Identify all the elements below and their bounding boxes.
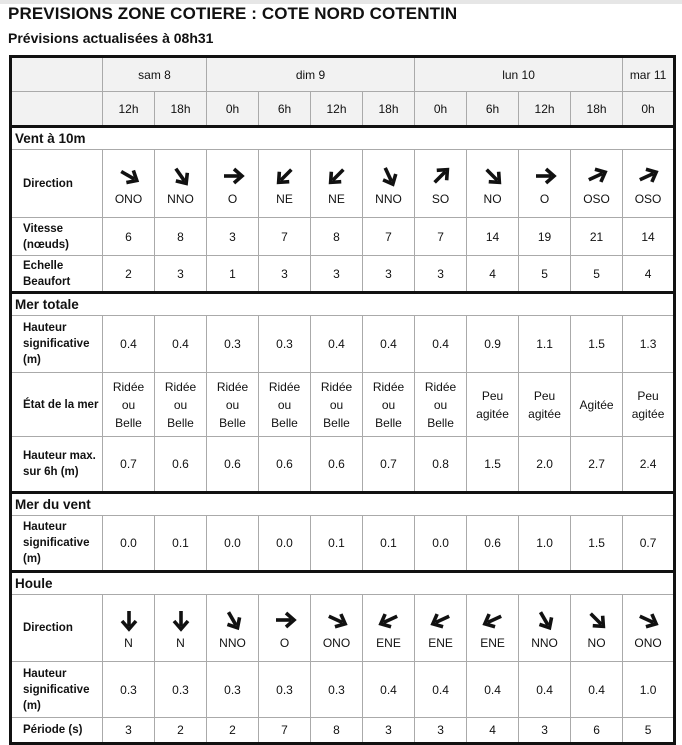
value-cell: 0.4 [103,316,155,373]
hour-header: 18h [571,92,623,127]
direction-code: NO [483,191,502,206]
value-cell: Ridée ou Belle [311,373,363,437]
value-cell: Peu agitée [519,373,571,437]
direction-code: ENE [480,636,505,650]
day-header: lun 10 [415,57,623,92]
day-header-row [11,57,675,92]
section-title: Mer du vent [11,493,675,516]
value-cell: 0.1 [363,516,415,572]
value-cell: 0.3 [103,662,155,718]
value-cell: 0.3 [207,316,259,373]
value-cell: 7 [259,218,311,256]
value-cell: 0.4 [519,662,571,718]
value-cell [571,150,623,218]
direction-code: O [227,191,238,206]
value-cell: 0.0 [103,516,155,572]
value-cell: 7 [415,218,467,256]
direction-code: OSO [583,191,610,206]
value-cell [415,595,467,662]
value-cell: Peu agitée [467,373,519,437]
arrow-down-icon [117,608,141,632]
value-cell: 2.4 [623,437,675,493]
section-title: Vent à 10m [11,127,675,150]
value-cell: 0.0 [259,516,311,572]
arrow-right-icon [273,608,297,632]
hour-header: 6h [259,92,311,127]
value-cell [467,150,519,218]
value-cell: 3 [103,718,155,744]
value-cell: 14 [467,218,519,256]
direction-code: O [279,636,290,650]
value-cell: 0.6 [155,437,207,493]
value-cell: 0.4 [363,316,415,373]
data-row [11,516,675,572]
data-row [11,373,675,437]
value-cell: Peu agitée [623,373,675,437]
value-cell: 6 [571,718,623,744]
arrow-down-left-shallow-icon [429,608,453,632]
value-cell: 4 [623,256,675,293]
arrow-down-left-icon [273,164,297,188]
direction-code: ENE [376,636,401,650]
value-cell: 8 [155,218,207,256]
value-cell: Agitée [571,373,623,437]
value-cell: 0.6 [259,437,311,493]
value-cell: 0.7 [363,437,415,493]
value-cell: 1.5 [571,516,623,572]
hour-header: 12h [103,92,155,127]
row-label: Echelle Beaufort [11,256,103,293]
value-cell: 1.5 [467,437,519,493]
data-row [11,662,675,718]
section-title: Mer totale [11,293,675,316]
arrow-down-left-shallow-icon [481,608,505,632]
section-row [11,293,675,316]
data-row [11,150,675,218]
direction-code: NO [587,636,606,650]
value-cell: 0.8 [415,437,467,493]
direction-code: ENE [428,636,453,650]
value-cell: 1.5 [571,316,623,373]
value-cell: 2 [207,718,259,744]
value-cell [363,150,415,218]
value-cell: 19 [519,218,571,256]
hour-header: 12h [519,92,571,127]
direction-code: NE [276,191,293,206]
value-cell [623,595,675,662]
value-cell: 3 [311,256,363,293]
direction-code: OSO [634,191,662,206]
row-label: Hauteur max. sur 6h (m) [11,437,103,493]
row-label: Hauteur significative (m) [11,316,103,373]
hour-header: 18h [155,92,207,127]
arrow-down-right-icon [481,164,505,188]
value-cell [571,595,623,662]
value-cell [103,595,155,662]
value-cell: 7 [259,718,311,744]
direction-code: NNO [375,191,402,206]
hour-header-row [11,92,675,127]
hour-header: 0h [207,92,259,127]
value-cell: 1.1 [519,316,571,373]
update-time: Prévisions actualisées à 08h31 [8,30,214,46]
value-cell: 1.0 [519,516,571,572]
value-cell: 0.3 [311,662,363,718]
arrow-down-right-shallow-icon [636,608,660,632]
data-row [11,316,675,373]
value-cell: 0.6 [311,437,363,493]
value-cell: Ridée ou Belle [103,373,155,437]
value-cell: 0.3 [207,662,259,718]
value-cell: 0.3 [155,662,207,718]
value-cell: Ridée ou Belle [415,373,467,437]
value-cell: 8 [311,718,363,744]
value-cell: Ridée ou Belle [207,373,259,437]
day-header: mar 11 [623,57,675,92]
value-cell: 0.1 [155,516,207,572]
direction-code: N [176,636,185,650]
value-cell: 2 [103,256,155,293]
day-header: sam 8 [103,57,207,92]
row-label: État de la mer [11,373,103,437]
arrow-up-right-icon [429,164,453,188]
value-cell: 1.3 [623,316,675,373]
direction-code: ONO [634,636,662,650]
value-cell: 3 [363,256,415,293]
value-cell: 1.0 [623,662,675,718]
value-cell: Ridée ou Belle [155,373,207,437]
arrow-down-left-shallow-icon [377,608,401,632]
page-title: PREVISIONS ZONE COTIERE : COTE NORD COTENTIN [8,4,458,23]
value-cell: 0.6 [467,516,519,572]
arrow-down-right-steep-icon [533,608,557,632]
row-label: Vitesse (nœuds) [11,218,103,256]
value-cell: 5 [519,256,571,293]
corner-cell [11,92,103,127]
direction-code: ONO [114,191,143,206]
value-cell: 21 [571,218,623,256]
value-cell: 0.7 [623,516,675,572]
value-cell: 0.4 [363,662,415,718]
row-label: Hauteur significative (m) [11,516,103,572]
value-cell [207,595,259,662]
value-cell [155,150,207,218]
value-cell: 0.4 [311,316,363,373]
arrow-down-right-steep-icon [117,164,141,188]
data-row [11,437,675,493]
arrow-down-right-shallow-icon [325,608,349,632]
data-row [11,718,675,744]
value-cell: 0.0 [207,516,259,572]
section-row [11,493,675,516]
value-cell: 4 [467,256,519,293]
row-label: Direction [11,595,103,662]
value-cell [363,595,415,662]
value-cell: 0.3 [259,662,311,718]
value-cell: 4 [467,718,519,744]
value-cell: 3 [259,256,311,293]
row-label: Période (s) [11,718,103,744]
value-cell: Ridée ou Belle [259,373,311,437]
section-title: Houle [11,572,675,595]
value-cell: 2.7 [571,437,623,493]
arrow-up-right-shallow-icon [636,164,660,188]
value-cell: 3 [415,256,467,293]
value-cell: 0.7 [103,437,155,493]
value-cell [415,150,467,218]
value-cell [259,595,311,662]
hour-header: 18h [363,92,415,127]
section-row [11,127,675,150]
direction-code: NNO [167,191,194,206]
row-label: Direction [11,150,103,218]
arrow-down-right-icon [585,608,609,632]
value-cell: 0.6 [207,437,259,493]
value-cell [467,595,519,662]
value-cell [311,150,363,218]
value-cell: 14 [623,218,675,256]
arrow-down-steep-icon [377,164,401,188]
value-cell: 0.3 [259,316,311,373]
value-cell [519,595,571,662]
direction-code: NNO [219,636,246,650]
value-cell: 3 [415,718,467,744]
arrow-right-icon [221,164,245,188]
value-cell [207,150,259,218]
value-cell [519,150,571,218]
value-cell [155,595,207,662]
corner-cell [11,57,103,92]
value-cell: 5 [571,256,623,293]
value-cell: 0.0 [415,516,467,572]
value-cell: 1 [207,256,259,293]
value-cell: 3 [363,718,415,744]
value-cell: 6 [103,218,155,256]
section-row [11,572,675,595]
value-cell [623,150,675,218]
value-cell [103,150,155,218]
value-cell: Ridée ou Belle [363,373,415,437]
value-cell: 2.0 [519,437,571,493]
value-cell: 0.4 [415,316,467,373]
data-row [11,256,675,293]
arrow-up-right-shallow-icon [585,164,609,188]
hour-header: 6h [467,92,519,127]
value-cell: 8 [311,218,363,256]
data-row [11,595,675,662]
hour-header: 0h [623,92,675,127]
data-row [11,218,675,256]
arrow-down-left-icon [325,164,349,188]
direction-code: NE [328,191,345,206]
value-cell: 2 [155,718,207,744]
arrow-down-icon [169,608,193,632]
value-cell: 5 [623,718,675,744]
day-header: dim 9 [207,57,415,92]
value-cell: 0.4 [155,316,207,373]
value-cell: 0.4 [415,662,467,718]
direction-code: SO [431,191,450,206]
value-cell: 0.4 [467,662,519,718]
value-cell: 0.4 [571,662,623,718]
hour-header: 12h [311,92,363,127]
direction-code: NNO [531,636,558,650]
direction-code: N [124,636,133,650]
arrow-down-right-steep-icon [169,164,193,188]
value-cell [259,150,311,218]
value-cell: 7 [363,218,415,256]
direction-code: O [539,191,550,206]
value-cell: 0.9 [467,316,519,373]
arrow-down-right-steep-icon [221,608,245,632]
value-cell: 3 [155,256,207,293]
value-cell: 3 [519,718,571,744]
hour-header: 0h [415,92,467,127]
value-cell: 0.1 [311,516,363,572]
row-label: Hauteur significative (m) [11,662,103,718]
arrow-right-icon [533,164,557,188]
direction-code: ONO [322,636,351,650]
value-cell: 3 [207,218,259,256]
forecast-table [9,55,676,745]
value-cell [311,595,363,662]
